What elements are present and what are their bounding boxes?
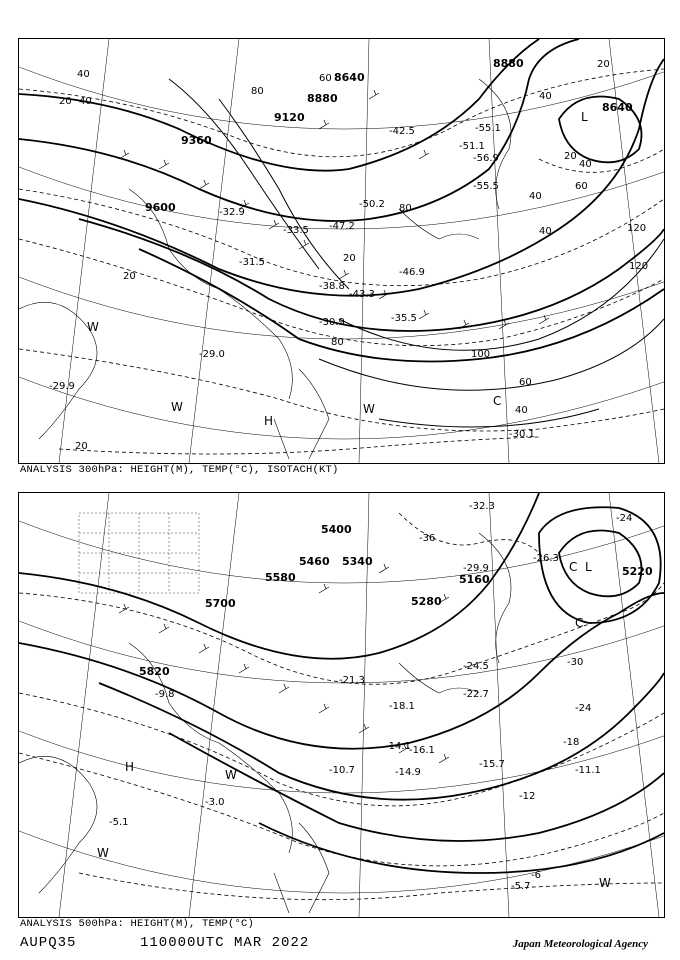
temp-value: -30.9 xyxy=(319,317,345,328)
isotach-label: 20 xyxy=(564,151,577,162)
temp-value: -3.0 xyxy=(205,797,225,808)
temp-value: -18.1 xyxy=(389,701,415,712)
height-label: 5280 xyxy=(411,595,442,608)
temp-value: -43.3 xyxy=(349,289,375,300)
temp-value: -29.9 xyxy=(463,563,489,574)
isotherm-label: -24 xyxy=(575,703,592,714)
temp-value: -10.7 xyxy=(329,765,355,776)
isotach-label: 120 xyxy=(627,223,647,234)
isotach-label: 40 xyxy=(529,191,542,202)
temp-value: -30.1 xyxy=(509,429,535,440)
temp-value: -26.3 xyxy=(533,553,559,564)
temp-value: -55.1 xyxy=(475,123,501,134)
isotach-label: 20 xyxy=(59,96,72,107)
temp-value: -5.7 xyxy=(511,881,531,892)
isotach-label: 120 xyxy=(629,261,649,272)
bulletin-code: AUPQ35 xyxy=(20,935,77,951)
caption-300hpa: ANALYSIS 300hPa: HEIGHT(M), TEMP(°C), ISOTACH(KT) xyxy=(20,464,339,476)
temp-value: -9.8 xyxy=(155,689,175,700)
map-500hpa xyxy=(19,493,664,917)
temp-value: -38.8 xyxy=(319,281,345,292)
height-label: 5700 xyxy=(205,597,236,610)
isotachs xyxy=(169,79,664,427)
height-label: 8880 xyxy=(493,57,524,70)
low-center: L xyxy=(581,110,588,124)
isotach-label: 80 xyxy=(331,337,344,348)
height-label: 9360 xyxy=(181,134,212,147)
temp-value: -5.1 xyxy=(109,817,129,828)
height-label: 5580 xyxy=(265,571,296,584)
cold-center: C xyxy=(569,560,578,574)
temp-value: -21.3 xyxy=(339,675,365,686)
height-label: 8640 xyxy=(334,71,365,84)
height-label: 5160 xyxy=(459,573,490,586)
temp-value: -42.5 xyxy=(389,126,415,137)
temp-value: -31.5 xyxy=(239,257,265,268)
cold-center: C xyxy=(575,616,584,630)
hatched-area xyxy=(79,513,199,593)
height-contours xyxy=(19,39,664,362)
warm-center: W xyxy=(599,876,611,890)
temp-value: -14.1 xyxy=(385,741,411,752)
isotach-label: 40 xyxy=(79,96,92,107)
height-label: 5400 xyxy=(321,523,352,536)
isotach-label: 20 xyxy=(343,253,356,264)
isotach-label: 40 xyxy=(515,405,528,416)
temp-value: -15.7 xyxy=(479,759,505,770)
map-300hpa xyxy=(19,39,664,463)
temp-value: -50.2 xyxy=(359,199,385,210)
temp-value: -16.1 xyxy=(409,745,435,756)
temp-value: -14.9 xyxy=(395,767,421,778)
height-label: 5220 xyxy=(622,565,653,578)
warm-center: W xyxy=(171,400,183,414)
isotherm-label: -30 xyxy=(567,657,584,668)
height-label: 5460 xyxy=(299,555,330,568)
temp-value: -22.7 xyxy=(463,689,489,700)
isotach-label: 40 xyxy=(77,69,90,80)
temp-value: -29.9 xyxy=(49,381,75,392)
isotach-label: 20 xyxy=(75,441,88,452)
isotach-label: 20 xyxy=(597,59,610,70)
temp-value: -24.5 xyxy=(463,661,489,672)
temp-value: -51.1 xyxy=(459,141,485,152)
temp-value: -56.9 xyxy=(473,153,499,164)
isotherm-label: -12 xyxy=(519,791,536,802)
height-label: 9600 xyxy=(145,201,176,214)
caption-500hpa: ANALYSIS 500hPa: HEIGHT(M), TEMP(°C) xyxy=(20,918,255,930)
isotach-label: 80 xyxy=(399,203,412,214)
warm-center: W xyxy=(87,320,99,334)
temp-value: -32.3 xyxy=(469,501,495,512)
isotherms xyxy=(19,69,664,454)
analysis-time: 110000UTC MAR 2022 xyxy=(140,935,310,951)
height-label: 5820 xyxy=(139,665,170,678)
isotherm-label: -18 xyxy=(563,737,580,748)
chart-300hpa xyxy=(18,38,665,464)
temp-value: -46.9 xyxy=(399,267,425,278)
low-center: L xyxy=(585,560,592,574)
cold-center: C xyxy=(493,394,502,408)
isotherm-label: -36 xyxy=(419,533,436,544)
high-center: H xyxy=(264,414,274,428)
isotach-label: 40 xyxy=(539,91,552,102)
chart-500hpa xyxy=(18,492,665,918)
isotach-label: 60 xyxy=(319,73,332,84)
temp-value: -35.5 xyxy=(391,313,417,324)
temp-value: -32.9 xyxy=(219,207,245,218)
height-label: 9120 xyxy=(274,111,305,124)
temp-value: -29.0 xyxy=(199,349,225,360)
isotach-label: 40 xyxy=(579,159,592,170)
isotach-label: 100 xyxy=(471,349,491,360)
height-label: 8640 xyxy=(602,101,633,114)
isotach-label: 60 xyxy=(575,181,588,192)
high-center: H xyxy=(125,760,135,774)
temp-value: -11.1 xyxy=(575,765,601,776)
isotherm-label: -24 xyxy=(616,513,633,524)
isotherms xyxy=(19,513,664,900)
isotach-label: 40 xyxy=(539,226,552,237)
isotach-label: 80 xyxy=(251,86,264,97)
height-label: 8880 xyxy=(307,92,338,105)
isotach-label: 20 xyxy=(123,271,136,282)
isotherm-label: -6 xyxy=(531,870,541,881)
warm-center: W xyxy=(363,402,375,416)
warm-center: W xyxy=(97,846,109,860)
isotach-label: 60 xyxy=(519,377,532,388)
graticule xyxy=(19,39,664,463)
height-label: 5340 xyxy=(342,555,373,568)
temp-value: -55.5 xyxy=(473,181,499,192)
warm-center: W xyxy=(225,768,237,782)
temp-value: -33.5 xyxy=(283,225,309,236)
agency-credit: Japan Meteorological Agency xyxy=(512,938,648,950)
temp-value: -47.2 xyxy=(329,221,355,232)
